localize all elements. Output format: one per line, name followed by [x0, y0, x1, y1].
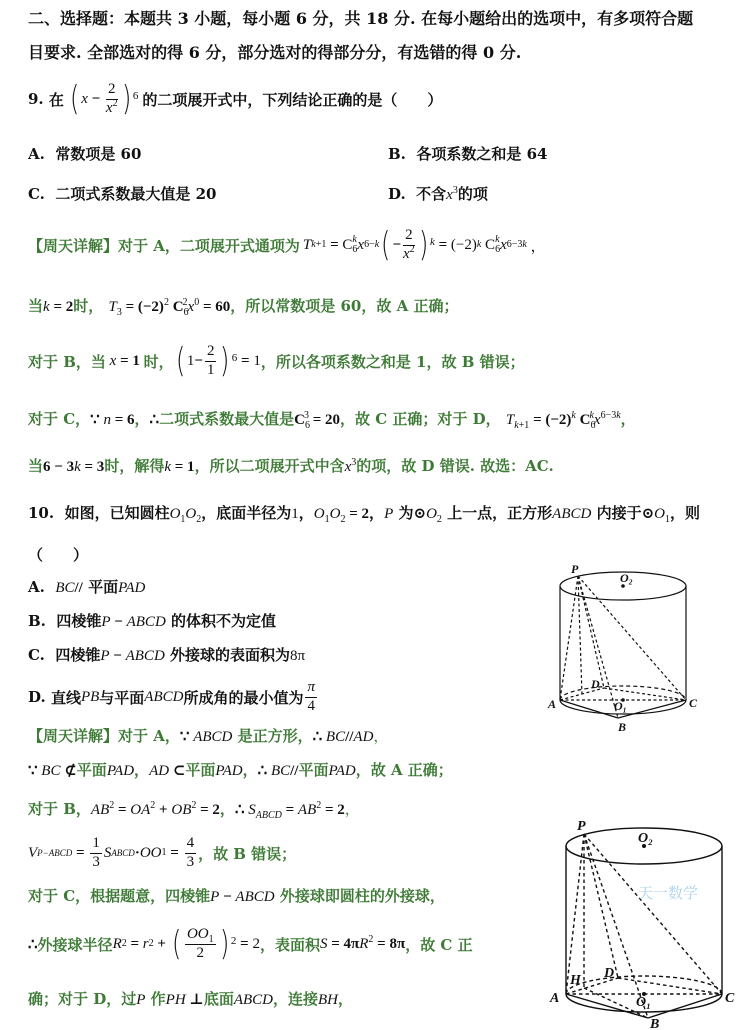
figure2-watermark: 天一数学: [638, 884, 699, 902]
q10-solution-c2: ∴ 外接球半径 R 2 = r 2 + ( $\frac{OO_1}{2}$ ) 2 = 2 ，表面积 $S = 4\pi R^2 = 8\pi$ ，故 C 正: [28, 924, 473, 964]
q10-solution-a1: 【周天详解】对于 A，∵ ABCD 是正方形，∴ BC//AD，: [28, 727, 389, 745]
figure1-edge-pb: [578, 576, 618, 718]
figure1-edge-pa: [560, 576, 578, 700]
figure2-edge-pa: [566, 834, 584, 994]
figure1-label-c: C: [689, 696, 698, 710]
q10-solution-d1: 确；对于 D，过P 作PH ⊥底面ABCD，连接BH，: [28, 990, 354, 1008]
q9-solution-line4: 对于 C，∵ n = 6，∴二项式系数最大值是$C_6^3 = 20$，故 C 正确；对于 D， $T_{k+1} = (-2)^k$ $C_6^kx^{6-3k}$，: [28, 410, 636, 431]
figure2-edge-pb: [584, 834, 648, 1018]
figure1-edge-pd: [578, 576, 604, 688]
q9-number: 9.: [28, 90, 44, 108]
figure2-label-d: D: [604, 966, 615, 981]
figure2-cylinder: [540, 812, 740, 1030]
figure2-label-o2: O₂: [638, 831, 653, 846]
figure2-label-a: A: [550, 991, 560, 1006]
figure1-label-o2: O₂: [620, 571, 633, 585]
q9-solution-line1: 【周天详解】 对于 A，二项展开式通项为 T k +1 = C k 6 x 6−k ( − $\frac{2}{x^2}$ ) k = (−2) k C k 6 x 6−3k ，: [28, 225, 546, 265]
q9-option-b: B. 各项系数之和是 64: [388, 145, 548, 163]
figure1-edge-ph: [578, 576, 582, 695]
q10-solution-a2: ∵ BC ⊄平面PAD，AD ⊂平面PAD，∴ BC//平面PAD，故 A 正确；: [28, 761, 453, 779]
figure1-bottom-back: [560, 686, 686, 700]
q10-stem: 10. 如图，已知圆柱$O_1O_2$，底面半径为1，$O_1O_2 = 2$，P 为$⊙O_2$ 上一点，正方形ABCD 内接于$⊙O_1$，则: [28, 504, 701, 525]
figure1-label-o1: O₁: [614, 699, 627, 713]
q10-option-c: C. 四棱锥P − ABCD 外接球的表面积为8π: [28, 646, 306, 664]
figure2-edge-pd: [584, 834, 618, 978]
figure2-edge-dc: [618, 978, 722, 994]
q10-option-d: D. 直线 PB 与平面 ABCD 所成角的最小值为 $\frac{\pi}{4}$: [28, 679, 315, 714]
figure2-label-b: B: [650, 1017, 660, 1030]
figure2-label-p: P: [577, 819, 586, 834]
figure1-label-d: D: [591, 677, 600, 691]
q10-option-a: A. BC// 平面PAD: [28, 578, 146, 596]
figure1-cylinder: [540, 560, 700, 735]
figure1-label-b: B: [618, 720, 627, 734]
q9-post: 的二项展开式中，下列结论正确的是（ ）: [142, 90, 443, 109]
q9-option-c: C. 二项式系数最大值是 20: [28, 185, 217, 203]
q10-option-b: B. 四棱锥P − ABCD 的体积不为定值: [28, 612, 277, 630]
figure1-edge-ab: [560, 700, 618, 718]
q9-option-a: A. 常数项是 60: [28, 145, 142, 163]
figure2-bottom-back: [566, 976, 722, 994]
q9-stem: [28, 78, 442, 120]
figure2-label-o1: O₁: [636, 995, 651, 1010]
q10-solution-b2: V P−ABCD = $\frac{1}{3}$ S ABCD · OO 1 = $\frac{4}{3}$ ，故 B 错误；: [28, 835, 297, 870]
q9-expression: ( x − $\frac{2}{x^2}$ ) 6: [69, 79, 139, 119]
figure1-label-a: A: [548, 697, 557, 711]
q10-solution-c1: 对于 C，根据题意，四棱锥P − ABCD 外接球即圆柱的外接球，: [28, 887, 445, 905]
q9-option-d: D. 不含$x^3$的项: [388, 185, 488, 203]
figure2-edge-bc: [648, 994, 722, 1018]
q9-pre: 在: [48, 90, 64, 109]
section-header-line2: 目要求. 全部选对的得 6 分，部分选对的得部分分，有选错的得 0 分.: [28, 43, 522, 62]
q9-solution-line3: 对于 B，当 x = 1 时， ( 1 − $\frac{2}{1}$ ) 6 = 1 ，所以各项系数之和是 1，故 B 错误；: [28, 341, 525, 381]
q10-solution-b1: 对于 B，$AB^2 = OA^2 + OB^2 = 2$，∴ $S_{ABCD} = AB^2 = 2$，: [28, 800, 360, 821]
figure1-label-p: P: [571, 562, 579, 576]
figure1-edge-bc: [618, 700, 686, 718]
figure2-label-h: H: [570, 973, 581, 988]
q10-paren: （ ）: [28, 546, 89, 564]
q9-solution-line2: 当k = 2时， $T_3 = (-2)^2$ $C_6^2x^0 = 60$，所以常数项是 60，故 A 正确；: [28, 297, 459, 318]
figure2-label-c: C: [725, 991, 735, 1006]
section-header-line1: 二、选择题：本题共 3 小题，每小题 6 分，共 18 分. 在每小题给出的选项中，有多项符合题: [28, 9, 694, 28]
q9-solution-line5: 当6 − 3k = 3时，解得k = 1，所以二项展开式中含$x^3$的项，故 D 错误. 故选：AC.: [28, 457, 554, 475]
